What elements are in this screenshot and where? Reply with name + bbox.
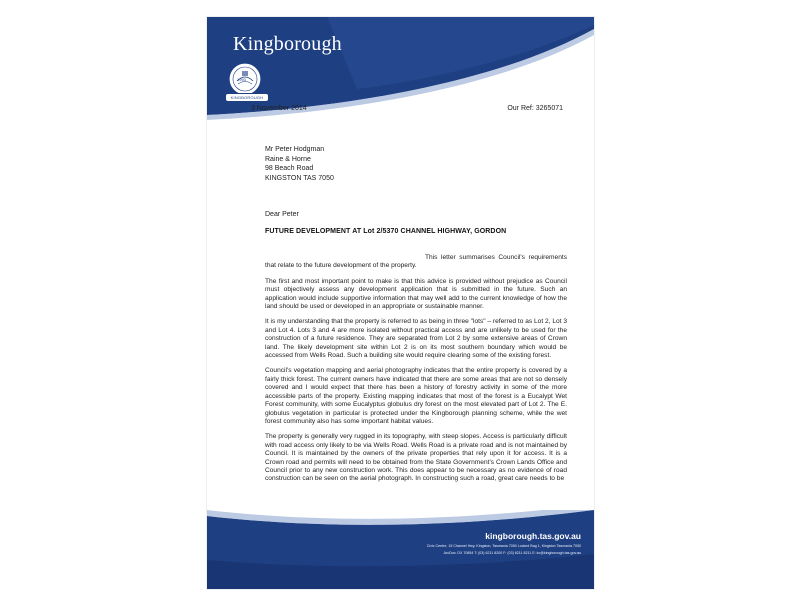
- seal-year: 1993: [237, 77, 246, 82]
- our-reference: Our Ref: 3265071: [507, 105, 563, 112]
- address-line: Mr Peter Hodgman: [265, 146, 325, 153]
- body-paragraph: It is my understanding that the property is referred to as being in three "lots" – referred to as Lot 2, Lot 3 and Lot 4. Lots 3 and 4 are more isolated without practical access and are unlikely to be used for the construction of a future residence. They are separated from Lot 2 by some extensive areas of Crown land. The likely development site within Lot 2 is on its most southern boundary which would be accessed from Wells Road. Such a building site would require clearing some of the existing forest.: [265, 318, 567, 360]
- body-paragraph: Council's vegetation mapping and aerial photography indicates that the entire property is covered by a fairly thick forest. The current owners have indicated that there are some areas that are not so densely covered and I would expect that there has been a history of forestry activity in some of the more accessible parts of the property. Existing mapping indicates that most of the forest is a Eucalypt Wet Forest community, with some Eucalyptus globulus dry forest on the most elevated part of Lot 2. The E. globulus vegetation in particular is protected under the Kingborough planning scheme, while the wet forest community also has some important habitat values.: [265, 367, 567, 425]
- footer-band: [207, 510, 594, 589]
- salutation: Dear Peter: [265, 211, 299, 218]
- address-line: Raine & Horne: [265, 155, 311, 163]
- letter-body: [265, 254, 567, 491]
- kingborough-logo: Kingborough: [233, 33, 342, 55]
- body-paragraph: This letter summarises Council's requirements that relate to the future development of the property.: [265, 254, 567, 270]
- address-line: KINGSTON TAS 7050: [265, 174, 334, 182]
- footer-contact: ArcDoc: DX 70854 T: (03) 6211 8200 F: (03) 6211 8211 E: kc@kingborough.tas.gov.au: [443, 551, 581, 555]
- footer-website: kingborough.tas.gov.au: [485, 531, 581, 541]
- address-line: 98 Beach Road: [265, 165, 314, 172]
- letter-date: 3 November 2014: [251, 105, 307, 112]
- subject-line: FUTURE DEVELOPMENT AT Lot 2/5370 CHANNEL HIGHWAY, GORDON: [265, 228, 507, 235]
- body-paragraph: The property is generally very rugged in its topography, with steep slopes. Access is particularly difficult with road access only likely to be via Wells Road. Wells Road is a private road and is not maintained by Council. It is maintained by the owners of the private properties that rely upon it for access. It is a Crown road and permits will need to be obtained from the State Government's Crown Lands Office and Council prior to any new construction work. This does appear to be necessary as no evidence of road construction can be seen on the aerial photograph. In constructing such a road, great care needs to be: [265, 433, 567, 483]
- seal-banner: KINGBOROUGH: [225, 93, 269, 102]
- recipient-address: [265, 145, 334, 183]
- footer-address: Civic Centre, 15 Channel Hwy, Kingston, Tasmania 7050 Locked Bag 1, Kingston Tasmania 7050: [426, 544, 581, 548]
- body-paragraph: The first and most important point to make is that this advice is provided without prejudice as Council must objectively assess any development application that is submitted in the future. Such an application would include supportive information that may well add to the current knowledge of how the land should be used or developed in an appropriate or sustainable manner.: [265, 277, 567, 311]
- letter-page: [207, 17, 594, 589]
